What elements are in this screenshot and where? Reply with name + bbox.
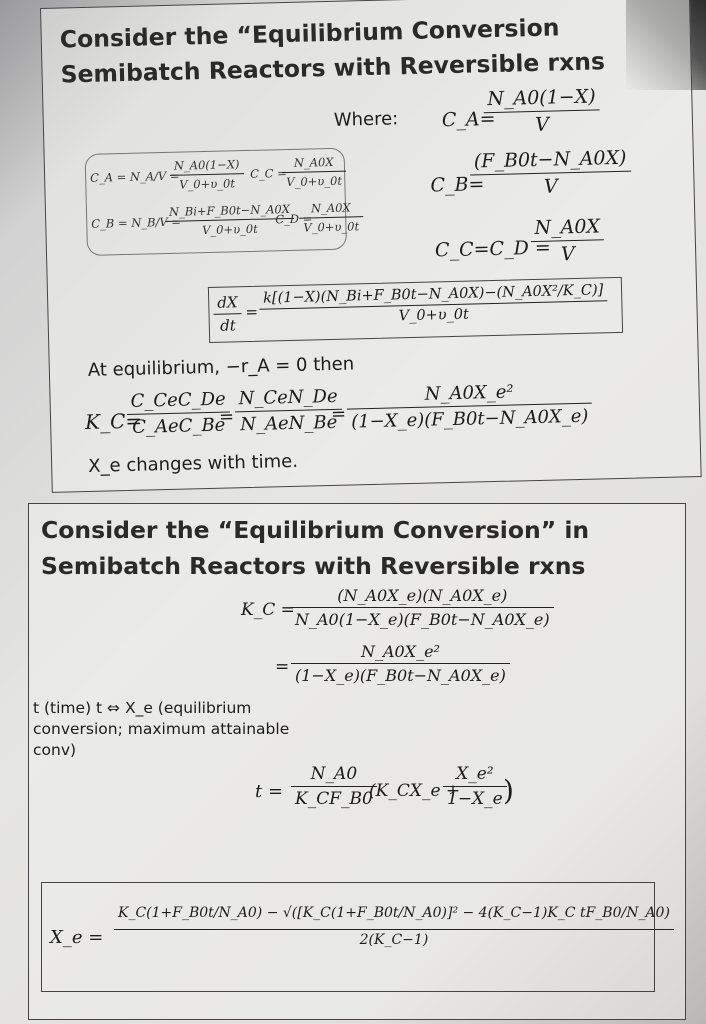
kc-frac-conversion: $\frac{\text{N\_A0X\_e²}}{(1-X\_e)(F\_B0t-N\_A0X\_e)}$ [346,380,592,433]
eq-ca-frac: $\frac{N\_A0(1-X)}{V}$ [483,85,600,137]
rate-law-frac: k[(1−X)(N_Bi+F_B0t−N_A0X)−(N_A0X²/K_C)] V_0+υ_0t [259,282,608,327]
kc-lhs: K_C= [84,408,143,435]
ca-small-frac: $\frac{N\_A0(1-X)}{V\_0+\upsilon\_0t}$ [170,157,244,192]
slide-bottom-title-line1: Consider the “Equilibrium Conversion” in [41,516,590,544]
eq-cc-frac: $\frac{N\_A0X}{V}$ [530,215,605,266]
slide-top-title-line1: Consider the “Equilibrium Conversion [59,13,560,54]
kc2-eq: = [275,657,290,677]
note-line1: t (time) t ⇔ X_e (equilibrium [33,699,252,717]
ca-small-lhs: C_A = N_A/V = [89,168,180,185]
cc-small-lhs: C_C = [249,166,287,181]
xe-frac: K_C(1+F_B0t/N_A0) − √([K_C(1+F_B0t/N_A0)]² − 4(K_C−1)K_C tF_B0/N_A0) 2(K_C−1) [114,905,674,948]
t-paren: (K_CX_e + [369,781,461,801]
equilibrium-statement: At equilibrium, −r_A = 0 then [87,353,355,381]
kc-frac-moles: N_CeN_De N_AeN_Be [234,386,342,436]
cd-small-frac: $\frac{N\_A0X}{V\_0+\upsilon\_0t}$ [299,200,363,235]
kc-eq1: = [218,406,235,428]
eq-cb-lhs: C_B= [430,173,485,197]
eq-ca-lhs: C_A= [441,107,496,132]
note-line3: conv) [33,741,77,759]
xe-lhs: X_e = [50,927,104,948]
kc2-lhs: K_C = [241,600,295,620]
cd-small-lhs: C_D = [275,211,313,227]
kc-eq2: = [330,403,347,426]
eq-cc-lhs: C_C=C_D = [434,236,552,262]
t-frac: $\frac{N\_A0}{K\_CF\_B0}$ [291,764,377,809]
slide-top [40,0,702,493]
cb-small-lhs: C_B = N_B/V = [91,214,182,231]
slide-bottom [28,503,686,1020]
kc-frac-concentrations: C_CeC_De C_AeC_Be [126,388,230,438]
t-lhs: t = [255,781,284,802]
kc2-frac1: $\frac{(N\_A0X\_e)(N\_A0X\_e)}{N\_A0(1-X\_e)(F\_B0t-N\_A0X\_e)}$ [291,586,554,629]
where-label: Where: [333,108,399,131]
slide-top-title-line2: Semibatch Reactors with Reversible rxns [60,47,606,89]
t-close-paren: ) [503,774,514,807]
xe-formula-box [41,882,670,992]
t-inner-frac: $\frac{\text{X\_e²}}{1-X\_e}$ [443,764,507,809]
eq-cb-frac: $\frac{(F\_B0t-N\_A0X)}{V}$ [470,147,632,200]
cb-small-frac: $\frac{N\_Bi+F\_B0t-N\_A0X}{V\_0+\upsilon\_0t}$ [165,202,295,238]
rate-law-box [208,277,623,343]
xe-changes-text: X_e changes with time. [87,450,299,477]
note-line2: conversion; maximum attainable [33,720,290,738]
kc2-frac2: $\frac{\text{N\_A0X\_e²}}{(1-X\_e)(F\_B0t-N\_A0X\_e)}$ [291,642,510,685]
rate-equals: = [245,302,259,322]
concentration-summary-box [85,148,360,256]
slide-bottom-title-line2: Semibatch Reactors with Reversible rxns [41,552,586,580]
cc-small-frac: $\frac{N\_A0X}{V\_0+\upsilon\_0t}$ [282,155,346,190]
dx-dt-frac: $\frac{dX}{dt}$ [213,293,242,335]
